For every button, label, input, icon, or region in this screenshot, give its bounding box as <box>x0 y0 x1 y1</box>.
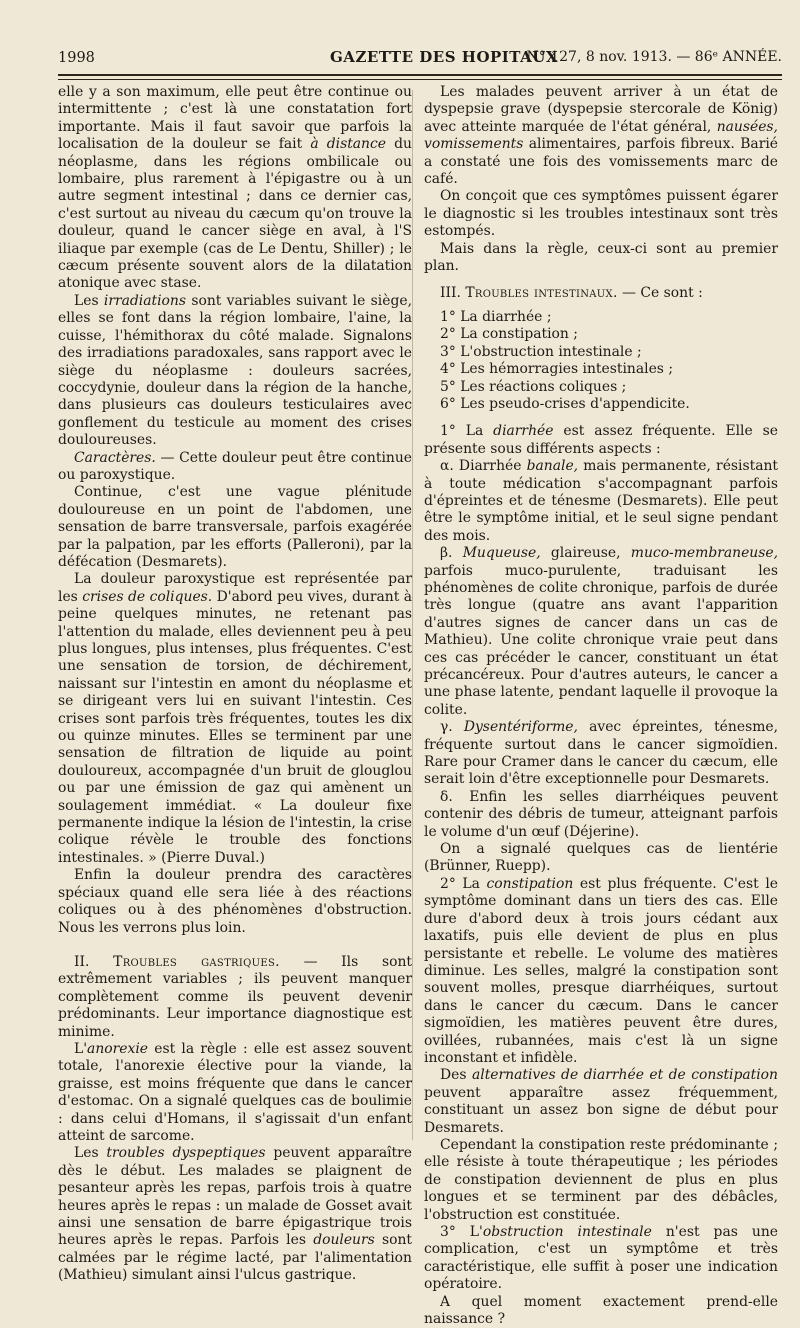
issue-info: N° 127, 8 nov. 1913. — 86ᵉ ANNÉE. <box>526 49 782 65</box>
paragraph: Caractères. — Cette douleur peut être continue ou paroxystique. <box>58 449 412 483</box>
list-item: 3° L'obstruction intestinale ; <box>440 343 642 360</box>
right-column <box>424 84 778 1328</box>
paragraph: 2° La constipation est plus fréquente. C'est le symptôme dominant dans un tiers des cas. Elle dure d'abord deux à trois jours cédant aux laxatifs, puis elle devient de plus en plus persistante et rebelle. Le volume des matières diminue. Les selles, malgré la constipation sont souvent molles, presque diarrhéiques, surtout dans le cancer du cæcum. Dans le cancer sigmoïdien, les matières peuvent être dures, ovillées, rubannées, mais c'est là un signe inconstant et infidèle. <box>424 875 778 1066</box>
paragraph: Enfin la douleur prendra des caractères spéciaux quand elle sera liée à des réactions coliques ou à des phénomènes d'obstruction. Nous les verrons plus loin. <box>58 867 412 936</box>
list-item: 5° Les réactions coliques ; <box>440 378 627 395</box>
paragraph: La douleur paroxystique est représentée par les crises de coliques. D'abord peu vives, durant à peine quelques minutes, ne retenant pas l'attention du malade, elles deviennent peu à peu plus longues, plus intenses, plus fréquentes. C'est une sensation de torsion, de déchirement, naissant sur l'intestin en amont du néoplasme et se dirigeant vers lui en suivant l'intestin. Ces crises sont parfois très fréquentes, toutes les dix ou quinze minutes. Elles se terminent par une sensation de filtration de liquide au point douloureux, accompagnée d'un bruit de glouglou ou par une émission de gaz qui amènent un soulagement immédiat. « La douleur fixe permanente indique la lésion de l'intestin, la crise colique révèle le trouble des fonctions intestinales. » (Pierre Duval.) <box>58 571 412 866</box>
paragraph: 1° La diarrhée est assez fréquente. Elle se présente sous différents aspects : <box>424 423 778 457</box>
header-rule-thick <box>58 74 782 76</box>
paragraph: Mais dans la règle, ceux-ci sont au premier plan. <box>424 240 778 275</box>
paragraph: Les irradiations sont variables suivant le siège, elles se font dans la région lombaire, l'aine, la cuisse, l'hémithorax du côté malade. Signalons des irradiations paradoxales, sans rapport avec le siège du néoplasme : douleurs sacrées, coccydynie, douleur dans la région de la hanche, dans plusieurs cas douleurs testiculaires avec gonflement du testicule au moment des crises douloureuses. <box>58 292 412 449</box>
paragraph: Les troubles dyspeptiques peuvent apparaître dès le début. Les malades se plaignent de pesanteur après les repas, parfois trois à quatre heures après le repas : un malade de Gosset avait ainsi une sensation de barre épigastrique trois heures après le repas. Parfois les douleurs sont calmées par le régime lacté, par l'alimentation (Mathieu) simulant ainsi l'ulcus gastrique. <box>58 1145 413 1284</box>
paragraph: On conçoit que ces symptômes puissent égarer le diagnostic si les troubles intestinaux sont très estompés. <box>424 188 778 240</box>
header-rule-thin <box>58 79 782 80</box>
section-title: Troubles gastriques. <box>113 953 280 970</box>
paragraph: On a signalé quelques cas de lientérie (Brünner, Ruepp). <box>424 841 778 875</box>
list-item: 2° La constipation ; <box>440 326 578 343</box>
list-item: 1° La diarrhée ; <box>440 308 552 325</box>
running-header <box>58 44 782 70</box>
list-item: 6° Les pseudo-crises d'appendicite. <box>440 395 690 412</box>
left-column <box>58 84 412 1285</box>
column-separator <box>412 90 413 1140</box>
section-title: Troubles intestinaux. <box>465 285 618 302</box>
section-heading-paragraph: III. Troubles intestinaux. — Ce sont : <box>440 285 703 302</box>
paragraph: elle y a son maximum, elle peut être continue ou intermittente ; c'est là une constatation fort importante. Mais il faut savoir que parfois la localisation de la douleur se fait à distance du néoplasme, dans les régions ombilicale ou lombaire, plus rarement à l'épigastre ou à un autre segment intestinal ; dans ce dernier cas, c'est surtout au niveau du cæcum qu'on trouve la douleur, quand le cancer siège en aval, à l'S iliaque par exemple (cas de Le Dentu, Shiller) ; le cæcum présente souvent alors de la dilatation atonique avec stase. <box>58 84 412 292</box>
section-heading-paragraph: II. Troubles gastriques. — Ils sont extrêmement variables ; ils peuvent manquer complètement comme ils peuvent devenir prédominants. Leur importance diagnostique est minime. <box>58 953 412 1040</box>
paragraph: A quel moment exactement prend-elle naissance ? <box>424 1293 778 1328</box>
page-number: 1998 <box>58 50 95 66</box>
paragraph: Continue, c'est une vague plénitude douloureuse en un point de l'abdomen, une sensation de barre transversale, parfois exagérée par la palpation, par les efforts (Palleroni), par la défécation (Desmarets). <box>58 484 412 570</box>
paragraph: β. Muqueuse, glaireuse, muco-membraneuse, parfois muco-purulente, traduisant les phénomènes de colite chronique, parfois de durée très longue (quatre ans avant l'apparition d'autres signes de cancer dans un cas de Mathieu). Une colite chronique vraie peut dans ces cas précéder le cancer, constituant un état précancéreux. Pour d'autres auteurs, le cancer a une phase latente, pendant laquelle il provoque la colite. <box>424 545 779 718</box>
paragraph: Cependant la constipation reste prédominante ; elle résiste à toute thérapeutique ; les périodes de constipation deviennent de plus en plus longues et se terminent par des débâcles, l'obstruction est constituée. <box>424 1136 778 1223</box>
paragraph: δ. Enfin les selles diarrhéiques peuvent contenir des débris de tumeur, atteignant parfois le volume d'un œuf (Déjerine). <box>424 788 778 840</box>
paragraph: α. Diarrhée banale, mais permanente, résistant à toute médication s'accompagnant parfois d'épreintes et de ténesme (Desmarets). Elle peut être le symptôme initial, et le seul signe pendant des mois. <box>424 458 779 544</box>
paragraph: Les malades peuvent arriver à un état de dyspepsie grave (dyspepsie stercorale de König) avec atteinte marquée de l'état général, nausées, vomissements alimentaires, parfois fibreux. Barié a constaté une fois des vomissements marc de café. <box>424 84 778 188</box>
journal-title: GAZETTE DES HOPITAUX <box>330 48 559 66</box>
paragraph: γ. Dysentériforme, avec épreintes, ténesme, fréquente surtout dans le cancer sigmoïdien. Rare pour Cramer dans le cancer du cæcum, elle serait loin d'être exceptionnelle pour Desmarets. <box>424 719 779 788</box>
paragraph: Des alternatives de diarrhée et de constipation peuvent apparaître assez fréquemment, constituant un assez bon signe de début pour Desmarets. <box>424 1067 778 1136</box>
list-item: 4° Les hémorragies intestinales ; <box>440 361 674 378</box>
paragraph: 3° L'obstruction intestinale n'est pas une complication, c'est un symptôme et très caractéristique, elle suffit à poser une indication opératoire. <box>424 1224 778 1293</box>
paragraph: L'anorexie est la règle : elle est assez souvent totale, l'anorexie élective pour la viande, la graisse, est moins fréquente que dans le cancer d'estomac. On a signalé quelques cas de boulimie : dans celui d'Homans, il s'agissait d'un enfant atteint de sarcome. <box>58 1040 412 1144</box>
